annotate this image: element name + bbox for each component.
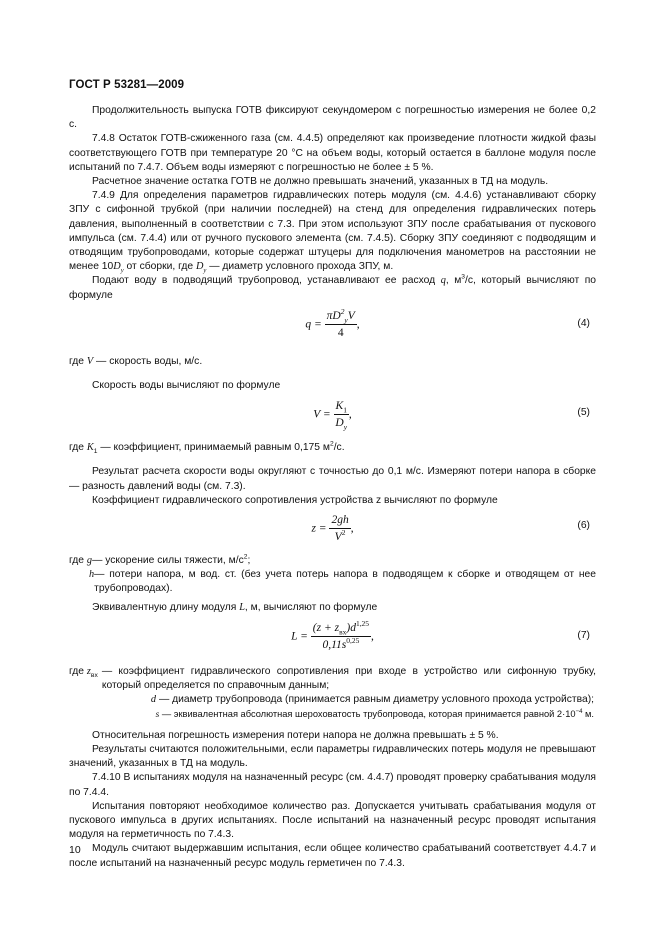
paragraph: Относительная погрешность измерения потери напора не должна превышать ± 5 %. bbox=[92, 729, 499, 741]
paragraph: 7.4.10 В испытаниях модуля на назначенный ресурс (см. 4.4.7) проводят проверку срабатывания модуля по 7.4.4. bbox=[69, 772, 596, 798]
formula-6: z = $\frac{2gh}{V^2}$ , (6) bbox=[311, 514, 590, 544]
formula-5: V = $\frac{K_1}{D_y}$ , (5) bbox=[313, 400, 590, 432]
paragraph: 7.4.8 Остаток ГОТВ-сжиженного газа (см. 4.4.5) определяют как произведение плотности жидкой фазы соответствующего ГОТВ при температуре 20 °С на объем воды, который остается в баллоне модуля после испытаний по 7.4.7. Объем воды измеряют с погрешностью не более ± 5 %. bbox=[69, 133, 596, 173]
page-content bbox=[69, 104, 596, 871]
paragraph: Результаты считаются положительными, если параметры гидравлических потерь модуля не превышают значений, указанных в ТД на модуль. bbox=[69, 743, 596, 770]
equation-number: (7) bbox=[577, 629, 590, 641]
paragraph: Расчетное значение остатка ГОТВ не должно превышать значений, указанных в ТД на модуль. bbox=[92, 176, 549, 188]
formula-4: q = $\frac{\pi D^2_yV}{4}$ , (4) bbox=[305, 307, 590, 340]
definitions-6: где g — ускорение силы тяжести, $м/с^2$; h — потери напора, м вод. ст. (без учета потерь напора в подводящем к сборке и отводящем от нее трубопроводах). bbox=[69, 553, 596, 595]
paragraph: 7.4.9 Для определения параметров гидравлических потерь модуля (см. 4.4.6) устанавливают сборку ЗПУ с сифонной трубкой (при наличии последней) на стенд для определения гидравлических потерь давления, выполненный в соответствии с 7.3. При этом используют ЗПУ после срабатывания от пускового импульса (см. 7.4.4) или от ручного пускового элемента (см. 7.4.5). Сборку ЗПУ соединяют с подводящим и отводящим трубопроводами, которые содержат штуцеры для подключения манометров на расстоянии не менее $10D_y$ от сборки, где $D_y$ — диаметр условного прохода ЗПУ, м. bbox=[69, 190, 596, 275]
definition: где $K_1$ — коэффициент, принимаемый равным 0,175 $м^2/с$. bbox=[69, 440, 345, 456]
formula-7: L = $\frac{(z + z_{вх})d^{1,25}}{0,11s^{0,25}}$ , (7) bbox=[291, 619, 590, 652]
paragraph: Испытания повторяют необходимое количество раз. Допускается учитывать срабатывания модуля от пускового импульса в других испытаниях. После испытаний на назначенный ресурс проводят испытания модуля на герметичность по 7.4.3. bbox=[69, 800, 596, 841]
definition: где V — скорость воды, м/с. bbox=[69, 355, 203, 367]
paragraph: Модуль считают выдержавшим испытания, если общее количество срабатываний соответствует 4.4.7 и после испытаний на назначенный ресурс модуль герметичен по 7.4.3. bbox=[69, 843, 596, 869]
definitions-7: где $z_{вх}$ — коэффициент гидравлического сопротивления при входе в устройство или сифонную трубку, который определяется по справочным данным; d — диаметр трубопровода (принимается равным диаметру условного прохода устройства); s — эквивалентная абсолютная шероховатость трубопровода, которая принимается равной $2\cdot 10^{-4}$ м. bbox=[69, 665, 596, 721]
paragraph: Скорость воды вычисляют по формуле bbox=[92, 380, 281, 392]
paragraph: Эквивалентную длину модуля L, м, вычисляют по формуле bbox=[92, 601, 378, 613]
paragraph: Подают воду в подводящий трубопровод, устанавливают ее расход q, $м^3/с$, который вычисляют по формуле bbox=[69, 274, 596, 301]
paragraph: Продолжительность выпуска ГОТВ фиксируют секундомером с погрешностью измерения не более 0,2 с. bbox=[69, 105, 596, 131]
equation-number: (4) bbox=[577, 317, 590, 329]
equation-number: (5) bbox=[577, 407, 590, 419]
equation-number: (6) bbox=[577, 520, 590, 532]
paragraph: Результат расчета скорости воды округляют с точностью до 0,1 м/с. Измеряют потери напора в сборке — разность давлений воды (см. 7.3). bbox=[69, 466, 596, 492]
paragraph: Коэффициент гидравлического сопротивления устройства z вычисляют по формуле bbox=[92, 494, 498, 506]
document-header: ГОСТ Р 53281—2009 bbox=[69, 79, 185, 91]
page-number: 10 bbox=[69, 844, 81, 856]
